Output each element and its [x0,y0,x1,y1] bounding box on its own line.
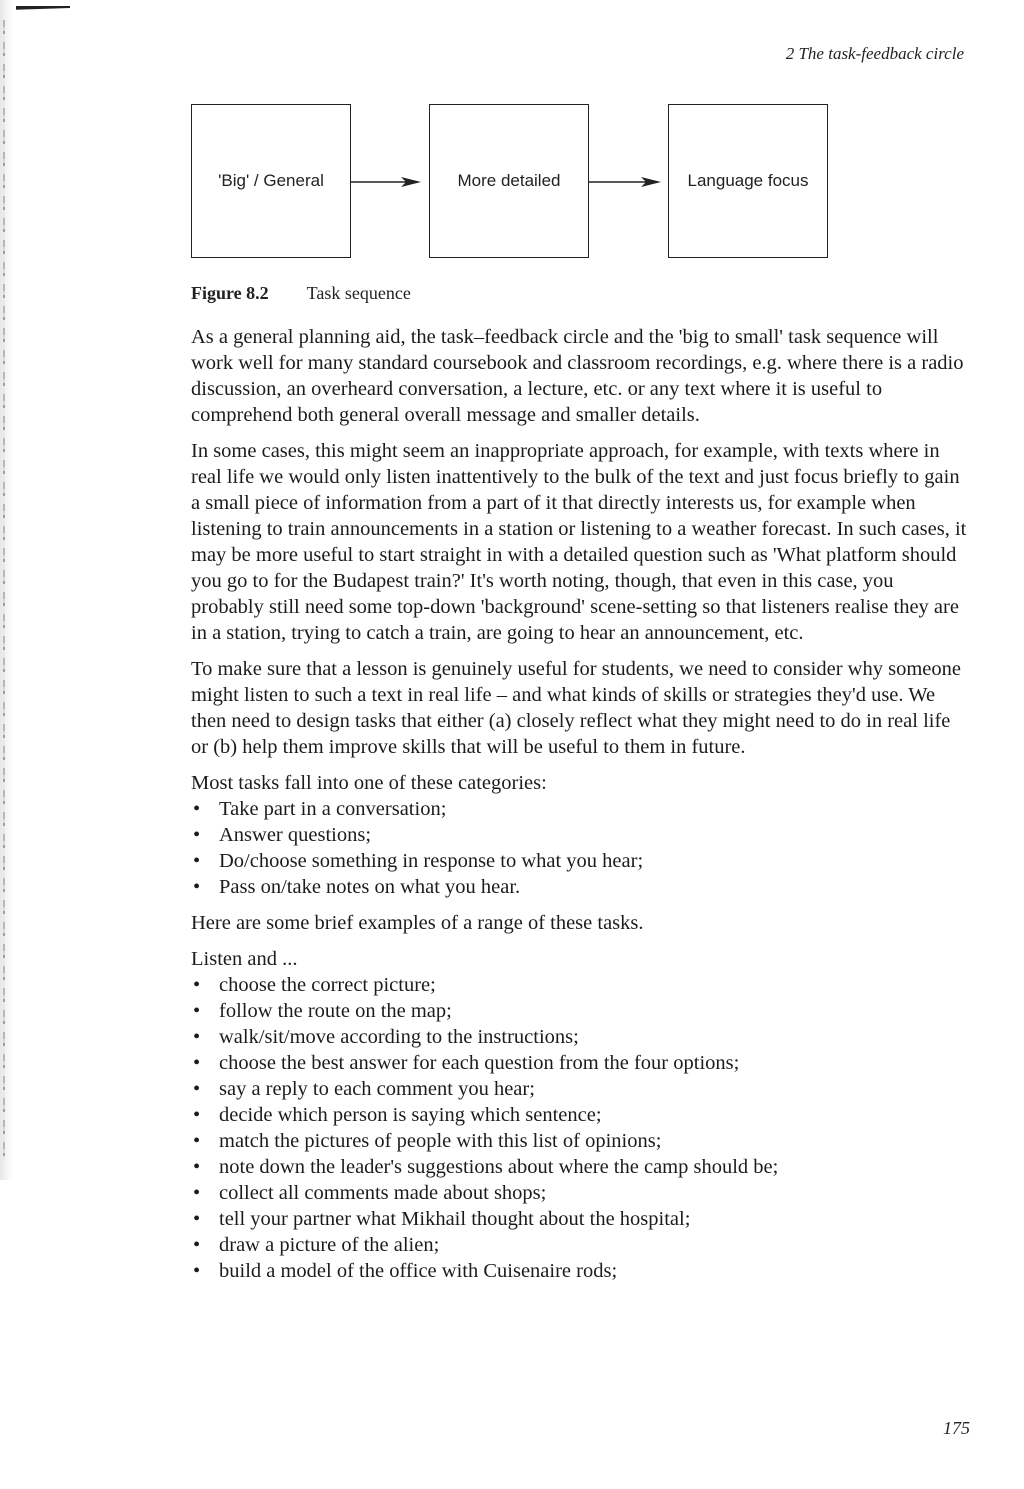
body-text [191,324,971,1294]
list-item: • Take part in a conversation; [191,796,971,822]
paragraph-inappropriate-approach: In some cases, this might seem an inappropriate approach, for example, with texts where in real life we would only listen inattentively to the bulk of the text and just focus briefly to gain a small piece of information from a part of it that directly interests us, for example when listening to train announcements in a station or listening to a weather forecast. In such cases, it may be more useful to start straight in with a detailed question such as 'What platform should you go to for the Budapest train?' It's worth noting, though, that even in this case, you probably still need some top-down 'background' scene-setting so that listeners realise they are in a station, trying to catch a train, are going to hear an announcement, etc. [191,440,967,644]
list-item: • note down the leader's suggestions about where the camp should be; [191,1154,971,1180]
list-item: • build a model of the office with Cuisenaire rods; [191,1258,971,1284]
page-number: 175 [943,1418,970,1438]
figure-caption-number: Figure 8.2 [191,283,269,303]
figure-caption-text: Task sequence [306,283,411,303]
list-item: • choose the best answer for each question from the four options; [191,1050,971,1076]
list-item: • Pass on/take notes on what you hear. [191,874,971,900]
arrow-right-icon [351,174,429,190]
scan-binding-edge [0,0,16,1180]
listen-lead: Listen and ... [191,948,298,970]
figure-caption [191,283,411,304]
list-item: • walk/sit/move according to the instructions; [191,1024,971,1050]
list-item: • match the pictures of people with this list of opinions; [191,1128,971,1154]
figure-task-sequence [191,104,831,262]
list-item: • say a reply to each comment you hear; [191,1076,971,1102]
categories-intro: Most tasks fall into one of these categories: [191,772,547,794]
list-item: • collect all comments made about shops; [191,1180,971,1206]
arrow-right-icon [589,174,668,190]
list-item: • choose the correct picture; [191,972,971,998]
list-item: • decide which person is saying which sentence; [191,1102,971,1128]
figure-box-language-focus: Language focus [668,104,828,258]
categories-list [191,796,971,900]
list-item: • Answer questions; [191,822,971,848]
list-item: • Do/choose something in response to what you hear; [191,848,971,874]
figure-box-more-detailed: More detailed [429,104,589,258]
running-head: 2 The task-feedback circle [785,44,964,63]
list-item: • follow the route on the map; [191,998,971,1024]
list-item: • tell your partner what Mikhail thought about the hospital; [191,1206,971,1232]
list-item: • draw a picture of the alien; [191,1232,971,1258]
examples-intro: Here are some brief examples of a range of these tasks. [191,912,644,934]
figure-box-big-general: 'Big' / General [191,104,351,258]
paragraph-planning-aid: As a general planning aid, the task–feedback circle and the 'big to small' task sequence will work well for many standard coursebook and classroom recordings, e.g. where there is a radio discussion, an overheard conversation, a lecture, etc. or any text where it is useful to comprehend both general overall message and smaller details. [191,326,964,426]
examples-list [191,972,971,1284]
paragraph-genuinely-useful: To make sure that a lesson is genuinely useful for students, we need to consider why someone might listen to such a text in real life – and what kinds of skills or strategies they'd use. We then need to design tasks that either (a) closely reflect what they might need to do in real life or (b) help them improve skills that will be useful to them in future. [191,658,961,758]
